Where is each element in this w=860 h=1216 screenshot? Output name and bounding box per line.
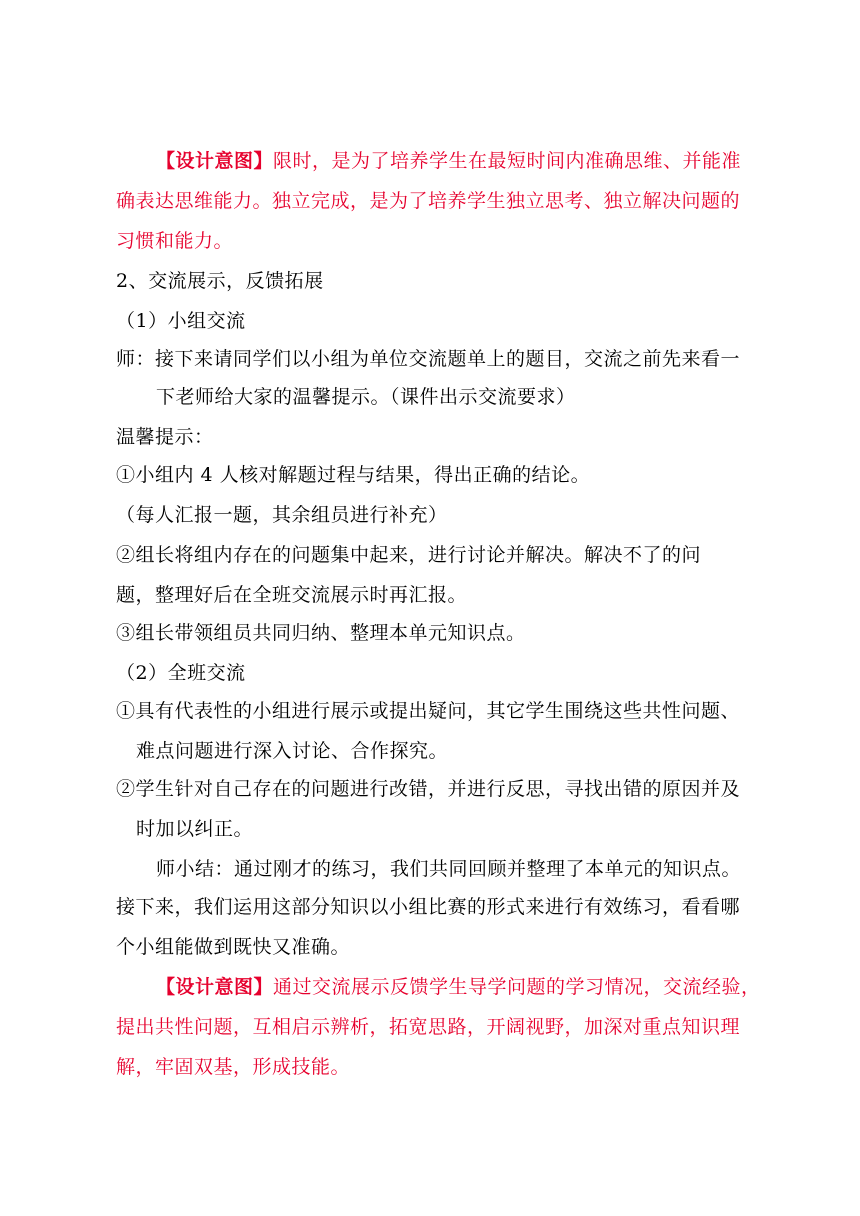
teacher1-line1: 师：接下来请同学们以小组为单位交流题单上的题目，交流之前先来看一 — [116, 348, 741, 370]
tip2-line1: ②组长将组内存在的问题集中起来，进行讨论并解决。解决不了的问 — [116, 544, 702, 566]
intent1-text: 限时，是为了培养学生在最短时间内准确思维、并能准 — [273, 150, 742, 172]
tip1-note: （每人汇报一题，其余组员进行补充） — [116, 504, 448, 526]
intent1-line3: 习惯和能力。 — [116, 230, 234, 252]
class2-line1: ②学生针对自己存在的问题进行改错，并进行反思，寻找出错的原因并及 — [116, 778, 741, 800]
sub1-title: （1）小组交流 — [116, 310, 246, 332]
intent2-line1 — [156, 974, 766, 1000]
intent2-tag: 【设计意图】 — [156, 976, 274, 998]
intent2-line3: 解，牢固双基，形成技能。 — [116, 1056, 351, 1078]
intent2-text: 通过交流展示反馈学生导学问题的学习情况，交流经验， — [273, 976, 761, 998]
tip2-line2: 题，整理好后在全班交流展示时再汇报。 — [116, 584, 468, 606]
intent2-line2: 提出共性问题，互相启示辨析，拓宽思路，开阔视野，加深对重点知识理 — [116, 1016, 741, 1038]
class2-line2: 时加以纠正。 — [136, 818, 254, 840]
class1-line2: 难点问题进行深入讨论、合作探究。 — [136, 740, 449, 762]
section2-title: 2、交流展示，反馈拓展 — [116, 270, 324, 292]
summary-line3: 个小组能做到既快又准确。 — [116, 936, 351, 958]
summary-line1: 师小结：通过刚才的练习，我们共同回顾并整理了本单元的知识点。 — [156, 858, 742, 880]
intent1-tag: 【设计意图】 — [156, 150, 274, 172]
teacher1-line2: 下老师给大家的温馨提示。（课件出示交流要求） — [156, 386, 576, 408]
tips-title: 温馨提示： — [116, 426, 214, 448]
sub2-title: （2）全班交流 — [116, 662, 246, 684]
class1-line1: ①具有代表性的小组进行展示或提出疑问，其它学生围绕这些共性问题、 — [116, 700, 741, 722]
intent1-line1 — [156, 148, 766, 174]
tip3: ③组长带领组员共同归纳、整理本单元知识点。 — [116, 622, 526, 644]
tip1: ①小组内 4 人核对解题过程与结果，得出正确的结论。 — [116, 464, 591, 486]
summary-line2: 接下来，我们运用这部分知识以小组比赛的形式来进行有效练习，看看哪 — [116, 896, 741, 918]
intent1-line2: 确表达思维能力。独立完成，是为了培养学生独立思考、独立解决问题的 — [116, 190, 741, 212]
